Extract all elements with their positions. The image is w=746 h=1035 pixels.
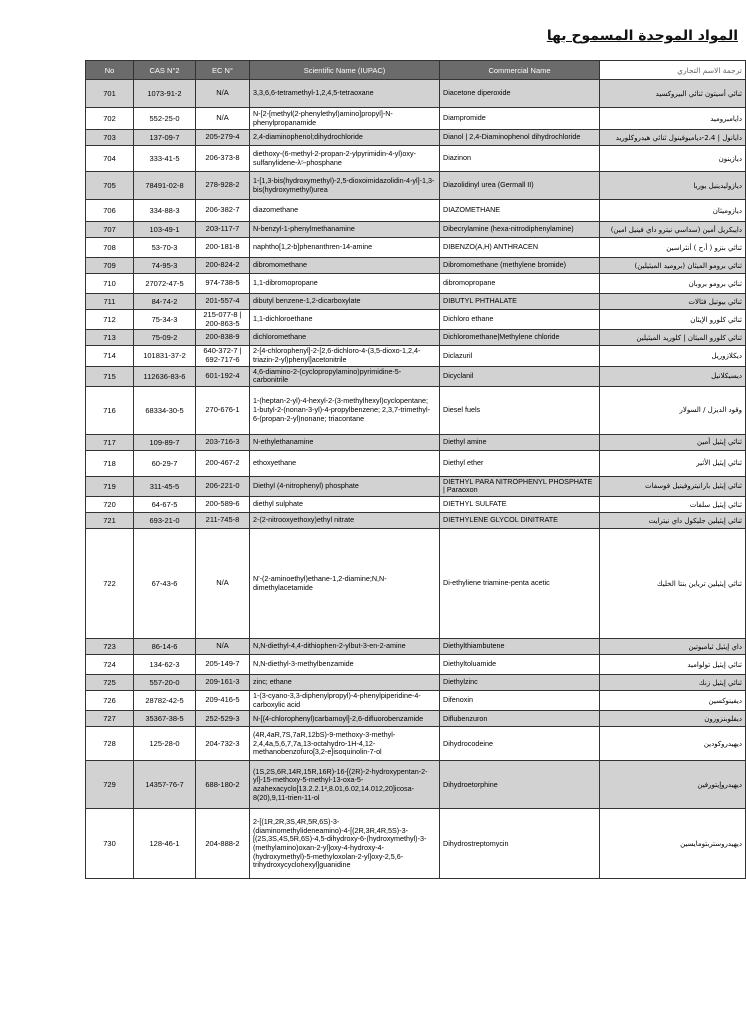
cell-no: 726: [86, 691, 134, 711]
cell-no: 705: [86, 172, 134, 200]
cell-ec: 200-467-2: [196, 450, 250, 476]
table-row: [86, 330, 746, 346]
cell-scientific-name: N,N-diethyl-3-methylbenzamide: [250, 655, 440, 675]
cell-cas: 60-29-7: [134, 450, 196, 476]
cell-scientific-name: (1S,2S,6R,14R,15R,16R)-16-[(2R)-2-hydroxypentan-2-yl]-15-methoxy-5-methyl-13-oxa-5-azahexacyclo[13.2.2.1²,8.01,6.02,14.012,20]icosa-8(20),9,11-trien-11-ol: [250, 761, 440, 809]
cell-commercial-name: DIAZOMETHANE: [440, 200, 600, 222]
cell-arabic-name: ديفينوكسين: [600, 691, 746, 711]
table-row: [86, 172, 746, 200]
cell-commercial-name: Dibromomethane (methylene bromide): [440, 258, 600, 274]
cell-no: 704: [86, 146, 134, 172]
cell-ec: 270-676-1: [196, 386, 250, 434]
cell-ec: N/A: [196, 108, 250, 130]
table-row: [86, 146, 746, 172]
cell-ec: 215-077-8 | 200-863-5: [196, 310, 250, 330]
cell-scientific-name: diethoxy-(6-methyl-2-propan-2-ylpyrimidin-4-yl)oxy-sulfanylidene-λ⁵-phosphane: [250, 146, 440, 172]
cell-no: 725: [86, 675, 134, 691]
cell-commercial-name: Diflubenzuron: [440, 711, 600, 727]
cell-arabic-name: ثنائي إيثيلين ترياين بنتا الخليك: [600, 529, 746, 639]
cell-commercial-name: Diethyl ether: [440, 450, 600, 476]
cell-cas: 557-20-0: [134, 675, 196, 691]
cell-arabic-name: ثنائي بنزو ( أ،ح ) أنثراسين: [600, 238, 746, 258]
cell-ec: 206-221-0: [196, 476, 250, 496]
cell-no: 728: [86, 727, 134, 761]
cell-scientific-name: diazomethane: [250, 200, 440, 222]
cell-arabic-name: ديهيدروإيتورفين: [600, 761, 746, 809]
cell-arabic-name: ديكلازوريل: [600, 346, 746, 366]
table-row: [86, 639, 746, 655]
table-row: [86, 476, 746, 496]
cell-ec: 203-716-3: [196, 434, 250, 450]
cell-scientific-name: 2-(2-nitrooxyethoxy)ethyl nitrate: [250, 513, 440, 529]
cell-commercial-name: Dihydroetorphine: [440, 761, 600, 809]
cell-arabic-name: ديهيدروستربتومايسين: [600, 809, 746, 879]
cell-no: 702: [86, 108, 134, 130]
cell-no: 716: [86, 386, 134, 434]
cell-commercial-name: dibromopropane: [440, 274, 600, 294]
cell-cas: 693-21-0: [134, 513, 196, 529]
cell-cas: 35367-38-5: [134, 711, 196, 727]
cell-no: 721: [86, 513, 134, 529]
cell-scientific-name: 1-[1,3-bis(hydroxymethyl)-2,5-dioxoimidazolidin-4-yl]-1,3-bis(hydroxymethyl)urea: [250, 172, 440, 200]
cell-arabic-name: ديفلوبنزورون: [600, 711, 746, 727]
cell-cas: 134-62-3: [134, 655, 196, 675]
page-title: المواد الموحدة المسموح بها: [546, 28, 738, 44]
cell-no: 723: [86, 639, 134, 655]
cell-scientific-name: zinc; ethane: [250, 675, 440, 691]
cell-cas: 311-45-5: [134, 476, 196, 496]
table-row: [86, 258, 746, 274]
cell-commercial-name: Dicyclanil: [440, 366, 600, 386]
cell-commercial-name: DIBENZO(A,H) ANTHRACEN: [440, 238, 600, 258]
cell-cas: 109-89-7: [134, 434, 196, 450]
cell-scientific-name: naphtho[1,2-b]phenanthren-14-amine: [250, 238, 440, 258]
cell-no: 710: [86, 274, 134, 294]
cell-arabic-name: ديازينون: [600, 146, 746, 172]
cell-commercial-name: Diampromide: [440, 108, 600, 130]
cell-commercial-name: Diazinon: [440, 146, 600, 172]
header-commercial-name: Commercial Name: [440, 61, 600, 80]
cell-commercial-name: Difenoxin: [440, 691, 600, 711]
table-row: [86, 497, 746, 513]
cell-arabic-name: ثنائي أسيتون ثنائي البيروكسيد: [600, 80, 746, 108]
table-row: [86, 108, 746, 130]
substances-table: [85, 60, 746, 879]
cell-no: 724: [86, 655, 134, 675]
cell-arabic-name: ثنائي برومو الميثان (بروميد الميثيلين): [600, 258, 746, 274]
cell-arabic-name: ديهيدروكودين: [600, 727, 746, 761]
cell-no: 712: [86, 310, 134, 330]
cell-cas: 137-09-7: [134, 130, 196, 146]
cell-cas: 103-49-1: [134, 222, 196, 238]
table-row: [86, 130, 746, 146]
cell-scientific-name: diethyl sulphate: [250, 497, 440, 513]
cell-scientific-name: 2-[4-chlorophenyl]-2-[2,6-dichloro-4-(3,5-dioxo-1,2,4-triazin-2-yl)phenyl]acetonitrile: [250, 346, 440, 366]
cell-cas: 101831-37-2: [134, 346, 196, 366]
cell-cas: 75-09-2: [134, 330, 196, 346]
cell-scientific-name: N-[2-[methyl(2-phenylethyl)amino]propyl]-N-phenylpropanamide: [250, 108, 440, 130]
cell-arabic-name: ثنائي كلورو الإيثان: [600, 310, 746, 330]
cell-no: 707: [86, 222, 134, 238]
cell-scientific-name: N,N-diethyl-4,4-dithiophen-2-ylbut-3-en-2-amine: [250, 639, 440, 655]
cell-commercial-name: Diethylzinc: [440, 675, 600, 691]
cell-scientific-name: ethoxyethane: [250, 450, 440, 476]
cell-arabic-name: ثنائي بيوتيل فثالات: [600, 294, 746, 310]
cell-arabic-name: ثنائي إيثيل سلفات: [600, 497, 746, 513]
cell-cas: 334-88-3: [134, 200, 196, 222]
cell-arabic-name: دايامبروميد: [600, 108, 746, 130]
cell-ec: 688-180-2: [196, 761, 250, 809]
cell-no: 706: [86, 200, 134, 222]
cell-ec: 640-372-7 | 692-717-6: [196, 346, 250, 366]
table-row: [86, 675, 746, 691]
cell-no: 730: [86, 809, 134, 879]
cell-ec: 209-161-3: [196, 675, 250, 691]
cell-ec: N/A: [196, 529, 250, 639]
cell-no: 713: [86, 330, 134, 346]
cell-cas: 14357-76-7: [134, 761, 196, 809]
cell-ec: 201-557-4: [196, 294, 250, 310]
table-row: [86, 513, 746, 529]
table-row: [86, 529, 746, 639]
cell-ec: 206-373-8: [196, 146, 250, 172]
cell-scientific-name: 1-(3-cyano-3,3-diphenylpropyl)-4-phenylpiperidine-4-carboxylic acid: [250, 691, 440, 711]
table-row: [86, 761, 746, 809]
cell-scientific-name: 2,4-diaminophenol;dihydrochloride: [250, 130, 440, 146]
cell-cas: 28782-42-5: [134, 691, 196, 711]
cell-ec: 252-529-3: [196, 711, 250, 727]
cell-no: 709: [86, 258, 134, 274]
cell-arabic-name: ثنائي إيثيل تولواميد: [600, 655, 746, 675]
cell-ec: 206-382-7: [196, 200, 250, 222]
table-row: [86, 727, 746, 761]
cell-cas: 552-25-0: [134, 108, 196, 130]
cell-no: 711: [86, 294, 134, 310]
cell-cas: 53-70-3: [134, 238, 196, 258]
cell-ec: 200-589-6: [196, 497, 250, 513]
cell-no: 715: [86, 366, 134, 386]
cell-no: 708: [86, 238, 134, 258]
cell-scientific-name: 3,3,6,6-tetramethyl-1,2,4,5-tetraoxane: [250, 80, 440, 108]
cell-scientific-name: N-ethylethanamine: [250, 434, 440, 450]
cell-cas: 333-41-5: [134, 146, 196, 172]
cell-ec: 278-928-2: [196, 172, 250, 200]
header-scientific-name: Scientific Name (IUPAC): [250, 61, 440, 80]
cell-scientific-name: 1,1-dichloroethane: [250, 310, 440, 330]
cell-arabic-name: ديازوميثان: [600, 200, 746, 222]
header-arabic-name: ترجمة الاسم التجاري: [600, 61, 746, 80]
cell-no: 703: [86, 130, 134, 146]
cell-arabic-name: ثنائي برومو بروبان: [600, 274, 746, 294]
cell-commercial-name: Dibecrylamine (hexa-nitrodiphenylamine): [440, 222, 600, 238]
cell-arabic-name: ديسيكلانيل: [600, 366, 746, 386]
table-row: [86, 310, 746, 330]
cell-no: 722: [86, 529, 134, 639]
table-row: [86, 222, 746, 238]
cell-scientific-name: Diethyl (4-nitrophenyl) phosphate: [250, 476, 440, 496]
header-no: No: [86, 61, 134, 80]
cell-no: 717: [86, 434, 134, 450]
cell-commercial-name: Dichloro ethane: [440, 310, 600, 330]
cell-scientific-name: dibutyl benzene-1,2-dicarboxylate: [250, 294, 440, 310]
cell-scientific-name: dichloromethane: [250, 330, 440, 346]
cell-cas: 64-67-5: [134, 497, 196, 513]
table-row: [86, 386, 746, 434]
cell-commercial-name: Diethyltoluamide: [440, 655, 600, 675]
cell-arabic-name: ديازوليدينيل يوريا: [600, 172, 746, 200]
cell-ec: 204-888-2: [196, 809, 250, 879]
cell-ec: 601-192-4: [196, 366, 250, 386]
cell-commercial-name: Diazolidinyl urea (Germall II): [440, 172, 600, 200]
cell-cas: 128-46-1: [134, 809, 196, 879]
cell-scientific-name: N-[(4-chlorophenyl)carbamoyl]-2,6-difluorobenzamide: [250, 711, 440, 727]
cell-commercial-name: Dihydrostreptomycin: [440, 809, 600, 879]
cell-commercial-name: Diacetone diperoxide: [440, 80, 600, 108]
table-row: [86, 711, 746, 727]
cell-cas: 125-28-0: [134, 727, 196, 761]
cell-commercial-name: DIBUTYL PHTHALATE: [440, 294, 600, 310]
cell-cas: 74-95-3: [134, 258, 196, 274]
table-row: [86, 200, 746, 222]
table-row: [86, 809, 746, 879]
cell-commercial-name: Dianol | 2,4-Diaminophenol dihydrochloride: [440, 130, 600, 146]
cell-ec: N/A: [196, 639, 250, 655]
cell-commercial-name: Diesel fuels: [440, 386, 600, 434]
cell-no: 714: [86, 346, 134, 366]
cell-commercial-name: DIETHYL SULFATE: [440, 497, 600, 513]
cell-cas: 27072-47-5: [134, 274, 196, 294]
cell-scientific-name: (4R,4aR,7S,7aR,12bS)-9-methoxy-3-methyl-2,4,4a,5,6,7,7a,13-octahydro-1H-4,12-methanobenzofuro[3,2-e]isoquinolin-7-ol: [250, 727, 440, 761]
cell-arabic-name: دايبكريل أمين (سداسي نيترو داي فينيل امين): [600, 222, 746, 238]
cell-arabic-name: ثنائي كلورو الميثان | كلوريد الميثيلين: [600, 330, 746, 346]
cell-commercial-name: DIETHYL PARA NITROPHENYL PHOSPHATE | Paraoxon: [440, 476, 600, 496]
cell-ec: 200-838-9: [196, 330, 250, 346]
table-header-row: [86, 61, 746, 80]
cell-no: 727: [86, 711, 134, 727]
cell-cas: 67-43-6: [134, 529, 196, 639]
cell-commercial-name: Diethylthiambutene: [440, 639, 600, 655]
cell-commercial-name: Diethyl amine: [440, 434, 600, 450]
table-row: [86, 434, 746, 450]
table-row: [86, 655, 746, 675]
cell-scientific-name: N-benzyl-1-phenylmethanamine: [250, 222, 440, 238]
header-cas: CAS N°2: [134, 61, 196, 80]
cell-ec: 205-149-7: [196, 655, 250, 675]
cell-scientific-name: 1-(heptan-2-yl)-4-hexyl-2-(3-methylhexyl)cyclopentane; 1-butyl-2-(nonan-3-yl)-4-propylbenzene; 2,3,7-trimethyl-6-(propan-2-yl)nonane; triacontane: [250, 386, 440, 434]
cell-ec: 205-279-4: [196, 130, 250, 146]
cell-cas: 75-34-3: [134, 310, 196, 330]
cell-scientific-name: 4,6-diamino-2-(cyclopropylamino)pyrimidine-5-carbonitrile: [250, 366, 440, 386]
cell-ec: 211-745-8: [196, 513, 250, 529]
cell-ec: 200-824-2: [196, 258, 250, 274]
cell-cas: 78491-02-8: [134, 172, 196, 200]
table-row: [86, 238, 746, 258]
cell-commercial-name: DIETHYLENE GLYCOL DINITRATE: [440, 513, 600, 529]
cell-commercial-name: Diclazuril: [440, 346, 600, 366]
cell-no: 720: [86, 497, 134, 513]
cell-arabic-name: ثنائي إيثيلين جليكول داي نيترايت: [600, 513, 746, 529]
cell-scientific-name: N'-(2-aminoethyl)ethane-1,2-diamine;N,N-dimethylacetamide: [250, 529, 440, 639]
cell-cas: 84-74-2: [134, 294, 196, 310]
cell-arabic-name: وقود الديزل / السولار: [600, 386, 746, 434]
table-row: [86, 450, 746, 476]
header-ec: EC N°: [196, 61, 250, 80]
cell-ec: 203-117-7: [196, 222, 250, 238]
cell-scientific-name: dibromomethane: [250, 258, 440, 274]
cell-commercial-name: Dichloromethane|Methylene chloride: [440, 330, 600, 346]
cell-arabic-name: ثنائي إيثيل الأثير: [600, 450, 746, 476]
cell-no: 701: [86, 80, 134, 108]
cell-commercial-name: Dihydrocodeine: [440, 727, 600, 761]
cell-cas: 68334-30-5: [134, 386, 196, 434]
cell-ec: 974-738-5: [196, 274, 250, 294]
cell-commercial-name: Di-ethyliene triamine-penta acetic: [440, 529, 600, 639]
cell-scientific-name: 2-[(1R,2R,3S,4R,5R,6S)-3-(diaminomethylideneamino)-4-[(2R,3R,4R,5S)-3-[(2S,3S,4S,5R,6S)-4,5-dihydroxy-6-(hydroxymethyl)-3-(methylamino)oxan-2-yl]oxy-4-hydroxy-4-(hydroxymethyl)-5-methyloxolan-2-yl]oxy-2,5,6-trihydroxycyclohexyl]guanidine: [250, 809, 440, 879]
cell-arabic-name: ثنائي إيثيل بارانيتروفينيل فوسفات: [600, 476, 746, 496]
table-row: [86, 691, 746, 711]
cell-arabic-name: داي إيثيل ثيامبوتين: [600, 639, 746, 655]
cell-arabic-name: ثنائي إيثيل زنك: [600, 675, 746, 691]
table-row: [86, 294, 746, 310]
cell-scientific-name: 1,1-dibromopropane: [250, 274, 440, 294]
cell-arabic-name: دايانول | 2،4-دياميوفينول ثنائي هيدروكلوريد: [600, 130, 746, 146]
cell-ec: 200-181-8: [196, 238, 250, 258]
cell-arabic-name: ثنائي إيثيل أمين: [600, 434, 746, 450]
cell-no: 718: [86, 450, 134, 476]
cell-ec: 204-732-3: [196, 727, 250, 761]
table-row: [86, 366, 746, 386]
cell-ec: N/A: [196, 80, 250, 108]
cell-cas: 1073-91-2: [134, 80, 196, 108]
cell-cas: 112636-83-6: [134, 366, 196, 386]
cell-cas: 86-14-6: [134, 639, 196, 655]
table-row: [86, 80, 746, 108]
cell-ec: 209-416-5: [196, 691, 250, 711]
table-row: [86, 346, 746, 366]
cell-no: 729: [86, 761, 134, 809]
cell-no: 719: [86, 476, 134, 496]
table-row: [86, 274, 746, 294]
